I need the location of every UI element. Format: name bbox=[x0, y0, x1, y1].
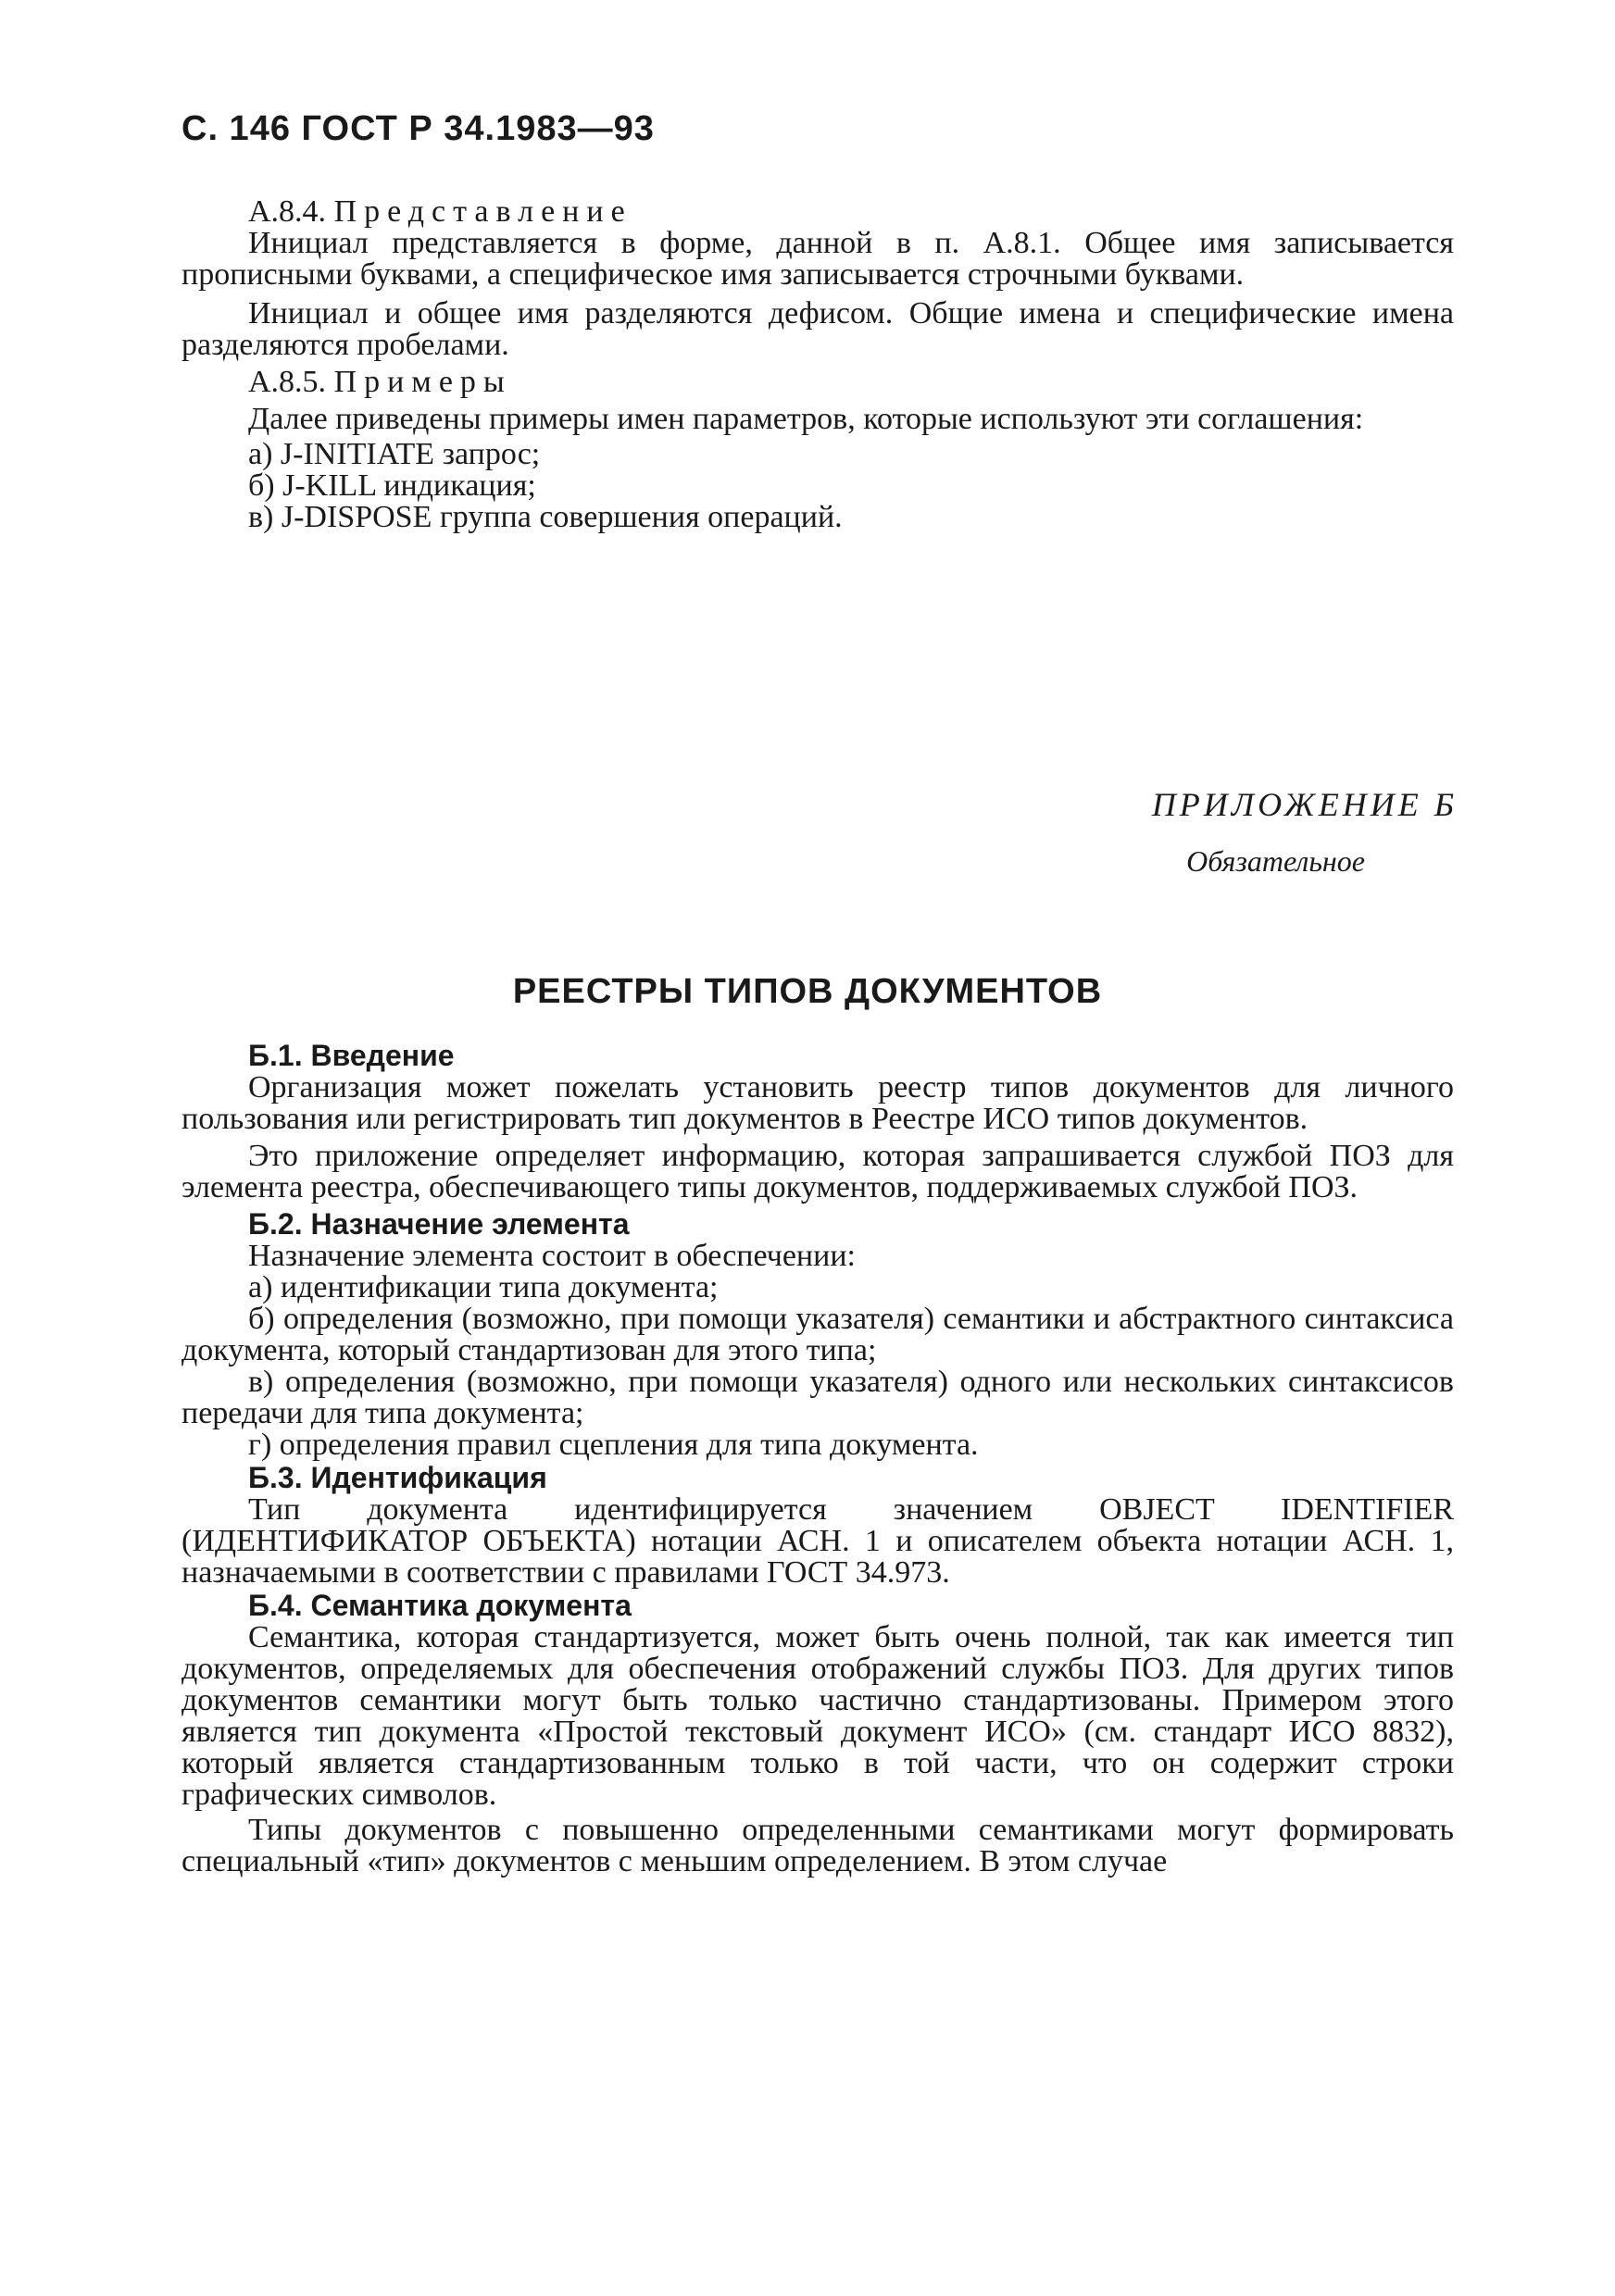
paragraph-b1-1: Организация может пожелать установить реестр типов документов для личного пользования или регистрировать тип документов в Реестре ИСО типов документов. bbox=[182, 1070, 1454, 1136]
heading-a85-title: Примеры bbox=[333, 365, 512, 399]
list-item-a85-2: б) J-KILL индикация; bbox=[248, 468, 536, 503]
heading-b3: Б.3. Идентификация bbox=[248, 1461, 547, 1494]
heading-a85-number: А.8.5. bbox=[248, 365, 327, 399]
paragraph-a84-1: Инициал представляется в форме, данной в п. А.8.1. Общее имя записывается прописными буквами, а специфическое имя записывается строчными буквами. bbox=[182, 226, 1454, 292]
heading-a84 bbox=[182, 196, 1454, 228]
heading-b2: Б.2. Назначение элемента bbox=[248, 1207, 630, 1241]
appendix-body bbox=[182, 1039, 1454, 1878]
heading-b4: Б.4. Семантика документа bbox=[248, 1589, 632, 1622]
paragraph-b3-1: Тип документа идентифицируется значением OBJECT IDENTIFIER (ИДЕНТИФИКАТОР ОБЪЕКТА) нотации АСН. 1 и описателем объекта нотации АСН. 1, назначаемыми в соответствии с правилами ГОСТ 34.973. bbox=[182, 1492, 1454, 1590]
appendix-label: ПРИЛОЖЕНИЕ Б bbox=[1151, 786, 1458, 823]
paragraph-a84-2: Инициал и общее имя разделяются дефисом. Общие имена и специфические имена разделяются пробелами. bbox=[182, 296, 1454, 362]
list-item-b2-3: в) определения (возможно, при помощи указателя) одного или нескольких синтаксисов передачи для типа документа; bbox=[182, 1365, 1454, 1430]
running-head: С. 146 ГОСТ Р 34.1983—93 bbox=[182, 109, 655, 148]
heading-b1: Б.1. Введение bbox=[248, 1039, 455, 1072]
list-item-b2-1: а) идентификации типа документа; bbox=[248, 1270, 719, 1304]
section-a8 bbox=[182, 196, 1454, 533]
appendix-status: Обязательное bbox=[1186, 844, 1365, 878]
appendix-label-block bbox=[1152, 785, 1458, 879]
paragraph-b2-intro: Назначение элемента состоит в обеспечении: bbox=[248, 1239, 856, 1273]
paragraph-b4-1: Семантика, которая стандартизуется, может быть очень полной, так как имеется тип документов, определяемых для обеспечения отображений службы ПОЗ. Для других типов документов семантики могут быть только частично стандартизованы. Примером этого является тип документа «Простой текстовый документ ИСО» (см. стандарт ИСО 8832), который является стандартизованным только в той части, что он содержит строки графических символов. bbox=[182, 1620, 1454, 1812]
paragraph-b1-2: Это приложение определяет информацию, которая запрашивается службой ПОЗ для элемента реестра, обеспечивающего типы документов, поддерживаемых службой ПОЗ. bbox=[182, 1139, 1454, 1204]
paragraph-b4-2: Типы документов с повышенно определенными семантиками могут формировать специальный «тип» документов с меньшим определением. В этом случае bbox=[182, 1813, 1454, 1878]
list-item-b2-4: г) определения правил сцепления для типа документа. bbox=[248, 1428, 979, 1462]
list-item-a85-1: а) J-INITIATE запрос; bbox=[248, 437, 541, 471]
list-item-a85-3: в) J-DISPOSE группа совершения операций. bbox=[248, 500, 843, 534]
heading-a84-title: Представление bbox=[333, 194, 632, 229]
paragraph-a85: Далее приведены примеры имен параметров, которые используют эти соглашения: bbox=[248, 402, 1364, 436]
heading-a85 bbox=[182, 367, 1454, 398]
list-item-b2-2: б) определения (возможно, при помощи указателя) семантики и абстрактного синтаксиса документа, который стандартизован для этого типа; bbox=[182, 1302, 1454, 1367]
appendix-title: РЕЕСТРЫ ТИПОВ ДОКУМЕНТОВ bbox=[512, 972, 1103, 1011]
heading-a84-number: А.8.4. bbox=[248, 194, 327, 229]
